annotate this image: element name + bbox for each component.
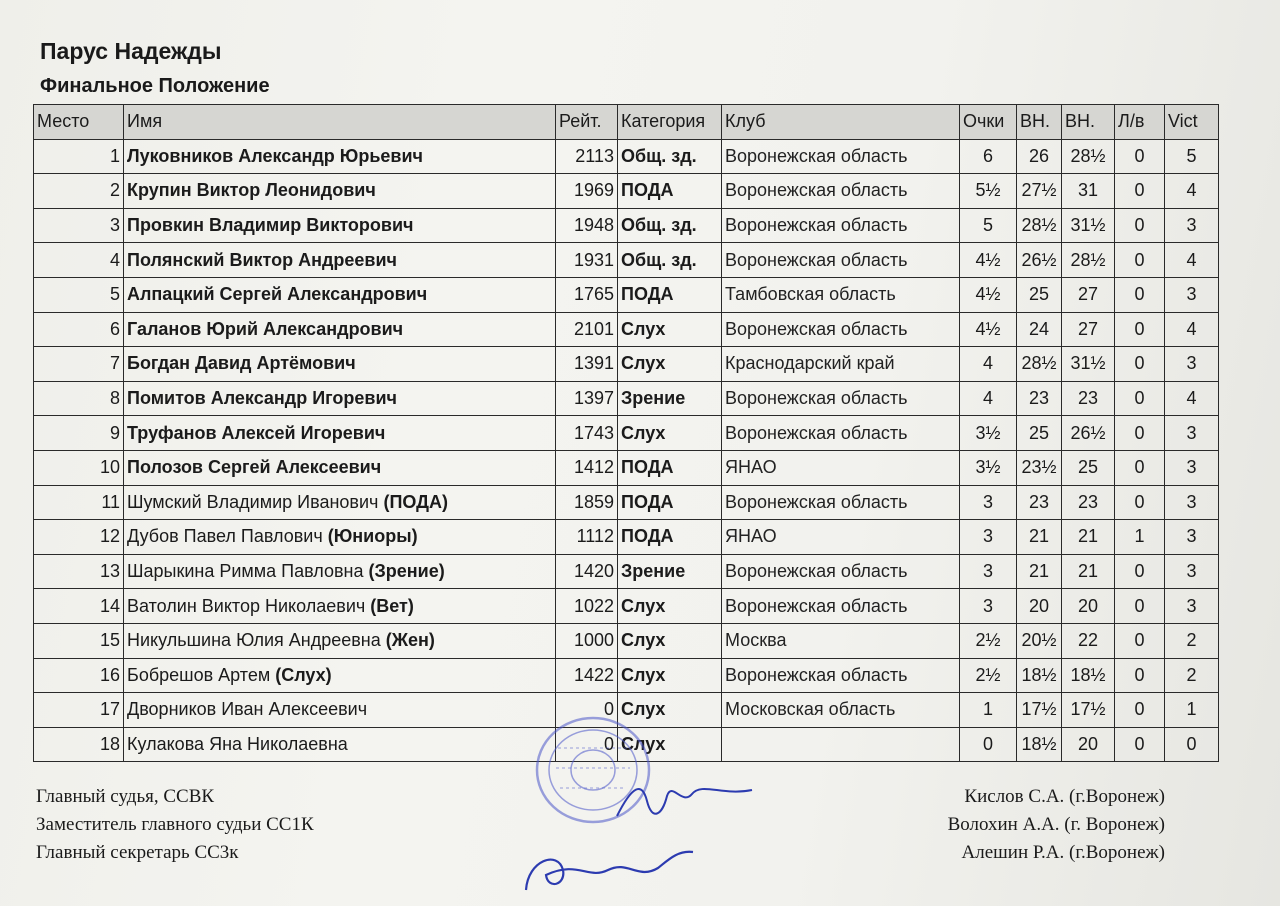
player-group-tag: (ПОДА) bbox=[383, 491, 448, 512]
club-cell: Воронежская область bbox=[722, 416, 960, 451]
club-cell: Воронежская область bbox=[722, 139, 960, 174]
lv-cell: 0 bbox=[1115, 693, 1165, 728]
col-header-place: Место bbox=[34, 105, 124, 140]
club-cell: Воронежская область bbox=[722, 174, 960, 209]
lv-cell: 0 bbox=[1115, 174, 1165, 209]
table-row bbox=[34, 485, 1219, 520]
points-cell: 4 bbox=[960, 381, 1017, 416]
col-header-club: Клуб bbox=[722, 105, 960, 140]
player-name: Полянский Виктор Андреевич bbox=[127, 249, 397, 270]
club-cell: Воронежская область bbox=[722, 312, 960, 347]
place-cell: 4 bbox=[34, 243, 124, 278]
points-cell: 4 bbox=[960, 347, 1017, 382]
col-header-rating: Рейт. bbox=[556, 105, 618, 140]
name-cell bbox=[124, 450, 556, 485]
points-cell: 1 bbox=[960, 693, 1017, 728]
lv-cell: 0 bbox=[1115, 554, 1165, 589]
player-name: Кулакова Яна Николаевна bbox=[127, 733, 348, 754]
official-name: Алешин Р.А. (г.Воронеж) bbox=[961, 842, 1165, 863]
standings-body bbox=[34, 139, 1219, 762]
name-cell bbox=[124, 139, 556, 174]
vict-cell: 3 bbox=[1165, 520, 1219, 555]
place-cell: 5 bbox=[34, 277, 124, 312]
place-cell: 11 bbox=[34, 485, 124, 520]
place-cell: 10 bbox=[34, 450, 124, 485]
buchholz-2-cell: 23 bbox=[1062, 381, 1115, 416]
buchholz-2-cell: 31½ bbox=[1062, 347, 1115, 382]
category-cell: Общ. зд. bbox=[618, 139, 722, 174]
player-name: Ватолин Виктор Николаевич bbox=[127, 595, 366, 616]
rating-cell: 1391 bbox=[556, 347, 618, 382]
name-cell bbox=[124, 485, 556, 520]
buchholz-1-cell: 28½ bbox=[1017, 208, 1062, 243]
player-name: Шарыкина Римма Павловна bbox=[127, 561, 364, 582]
buchholz-2-cell: 21 bbox=[1062, 520, 1115, 555]
points-cell: 4½ bbox=[960, 277, 1017, 312]
col-header-points: Очки bbox=[960, 105, 1017, 140]
table-row bbox=[34, 623, 1219, 658]
col-header-name: Имя bbox=[124, 105, 556, 140]
points-cell: 3 bbox=[960, 589, 1017, 624]
club-cell: Тамбовская область bbox=[722, 277, 960, 312]
buchholz-2-cell: 25 bbox=[1062, 450, 1115, 485]
club-cell bbox=[722, 727, 960, 762]
name-cell bbox=[124, 658, 556, 693]
table-row bbox=[34, 381, 1219, 416]
buchholz-2-cell: 20 bbox=[1062, 727, 1115, 762]
vict-cell: 3 bbox=[1165, 485, 1219, 520]
buchholz-2-cell: 26½ bbox=[1062, 416, 1115, 451]
rating-cell: 1000 bbox=[556, 623, 618, 658]
table-row bbox=[34, 450, 1219, 485]
buchholz-1-cell: 21 bbox=[1017, 520, 1062, 555]
rating-cell: 1948 bbox=[556, 208, 618, 243]
place-cell: 8 bbox=[34, 381, 124, 416]
place-cell: 13 bbox=[34, 554, 124, 589]
player-name: Помитов Александр Игоревич bbox=[127, 388, 398, 409]
vict-cell: 5 bbox=[1165, 139, 1219, 174]
lv-cell: 0 bbox=[1115, 347, 1165, 382]
lv-cell: 0 bbox=[1115, 485, 1165, 520]
category-cell: Слух bbox=[618, 589, 722, 624]
table-row bbox=[34, 174, 1219, 209]
buchholz-1-cell: 28½ bbox=[1017, 347, 1062, 382]
official-name: Кислов С.А. (г.Воронеж) bbox=[964, 786, 1165, 807]
club-cell: Воронежская область bbox=[722, 243, 960, 278]
category-cell: ПОДА bbox=[618, 174, 722, 209]
player-group-tag: (Жен) bbox=[385, 630, 435, 651]
rating-cell: 1969 bbox=[556, 174, 618, 209]
place-cell: 2 bbox=[34, 174, 124, 209]
lv-cell: 0 bbox=[1115, 277, 1165, 312]
place-cell: 17 bbox=[34, 693, 124, 728]
buchholz-1-cell: 24 bbox=[1017, 312, 1062, 347]
place-cell: 12 bbox=[34, 520, 124, 555]
vict-cell: 4 bbox=[1165, 174, 1219, 209]
rating-cell: 1420 bbox=[556, 554, 618, 589]
signature-icon bbox=[518, 840, 708, 900]
buchholz-1-cell: 20½ bbox=[1017, 623, 1062, 658]
document-subtitle: Финальное Положение bbox=[40, 75, 270, 97]
player-name: Полозов Сергей Алексеевич bbox=[127, 457, 382, 478]
buchholz-1-cell: 26 bbox=[1017, 139, 1062, 174]
table-row bbox=[34, 312, 1219, 347]
table-row bbox=[34, 243, 1219, 278]
name-cell bbox=[124, 554, 556, 589]
table-row bbox=[34, 277, 1219, 312]
player-name: Шумский Владимир Иванович bbox=[127, 491, 379, 512]
buchholz-2-cell: 20 bbox=[1062, 589, 1115, 624]
vict-cell: 1 bbox=[1165, 693, 1219, 728]
standings-table bbox=[33, 104, 1219, 762]
name-cell bbox=[124, 623, 556, 658]
col-header-vict: Vict bbox=[1165, 105, 1219, 140]
points-cell: 2½ bbox=[960, 658, 1017, 693]
rating-cell: 1397 bbox=[556, 381, 618, 416]
club-cell: Воронежская область bbox=[722, 658, 960, 693]
category-cell: Слух bbox=[618, 312, 722, 347]
buchholz-2-cell: 21 bbox=[1062, 554, 1115, 589]
category-cell: ПОДА bbox=[618, 520, 722, 555]
player-name: Дворников Иван Алексеевич bbox=[127, 699, 368, 720]
category-cell: Слух bbox=[618, 727, 722, 762]
player-name: Никульшина Юлия Андреевна bbox=[127, 630, 381, 651]
points-cell: 2½ bbox=[960, 623, 1017, 658]
official-role: Главный судья, ССВК bbox=[36, 786, 215, 807]
vict-cell: 2 bbox=[1165, 658, 1219, 693]
rating-cell: 0 bbox=[556, 693, 618, 728]
player-name: Бобрешов Артем bbox=[127, 664, 271, 685]
category-cell: Слух bbox=[618, 693, 722, 728]
buchholz-2-cell: 17½ bbox=[1062, 693, 1115, 728]
name-cell bbox=[124, 416, 556, 451]
buchholz-1-cell: 17½ bbox=[1017, 693, 1062, 728]
player-group-tag: (Юниоры) bbox=[327, 526, 418, 547]
player-group-tag: (Слух) bbox=[275, 664, 332, 685]
rating-cell: 1859 bbox=[556, 485, 618, 520]
club-cell: Воронежская область bbox=[722, 208, 960, 243]
buchholz-2-cell: 31½ bbox=[1062, 208, 1115, 243]
name-cell bbox=[124, 243, 556, 278]
vict-cell: 4 bbox=[1165, 243, 1219, 278]
place-cell: 3 bbox=[34, 208, 124, 243]
category-cell: ПОДА bbox=[618, 277, 722, 312]
rating-cell: 1931 bbox=[556, 243, 618, 278]
lv-cell: 0 bbox=[1115, 381, 1165, 416]
col-header-buchholz-1: ВН. bbox=[1017, 105, 1062, 140]
player-name: Галанов Юрий Александрович bbox=[127, 318, 404, 339]
buchholz-2-cell: 23 bbox=[1062, 485, 1115, 520]
player-name: Дубов Павел Павлович bbox=[127, 526, 323, 547]
category-cell: Слух bbox=[618, 658, 722, 693]
player-name: Алпацкий Сергей Александрович bbox=[127, 284, 428, 305]
category-cell: Слух bbox=[618, 416, 722, 451]
category-cell: Зрение bbox=[618, 381, 722, 416]
category-cell: Слух bbox=[618, 623, 722, 658]
name-cell bbox=[124, 727, 556, 762]
category-cell: ПОДА bbox=[618, 485, 722, 520]
player-name: Луковников Александр Юрьевич bbox=[127, 145, 423, 166]
place-cell: 18 bbox=[34, 727, 124, 762]
buchholz-2-cell: 28½ bbox=[1062, 139, 1115, 174]
club-cell: ЯНАО bbox=[722, 450, 960, 485]
buchholz-2-cell: 18½ bbox=[1062, 658, 1115, 693]
vict-cell: 4 bbox=[1165, 381, 1219, 416]
table-row bbox=[34, 139, 1219, 174]
rating-cell: 1765 bbox=[556, 277, 618, 312]
buchholz-1-cell: 23½ bbox=[1017, 450, 1062, 485]
name-cell bbox=[124, 589, 556, 624]
official-role: Главный секретарь СС3к bbox=[36, 842, 239, 863]
lv-cell: 0 bbox=[1115, 243, 1165, 278]
lv-cell: 0 bbox=[1115, 450, 1165, 485]
place-cell: 14 bbox=[34, 589, 124, 624]
table-row bbox=[34, 520, 1219, 555]
category-cell: Слух bbox=[618, 347, 722, 382]
lv-cell: 0 bbox=[1115, 312, 1165, 347]
document-title: Парус Надежды bbox=[40, 38, 222, 64]
rating-cell: 1743 bbox=[556, 416, 618, 451]
rating-cell: 2101 bbox=[556, 312, 618, 347]
buchholz-1-cell: 26½ bbox=[1017, 243, 1062, 278]
category-cell: Общ. зд. bbox=[618, 208, 722, 243]
buchholz-1-cell: 27½ bbox=[1017, 174, 1062, 209]
vict-cell: 4 bbox=[1165, 312, 1219, 347]
name-cell bbox=[124, 174, 556, 209]
points-cell: 3 bbox=[960, 520, 1017, 555]
table-row bbox=[34, 416, 1219, 451]
table-row bbox=[34, 658, 1219, 693]
buchholz-1-cell: 23 bbox=[1017, 485, 1062, 520]
col-header-lv: Л/в bbox=[1115, 105, 1165, 140]
player-name: Труфанов Алексей Игоревич bbox=[127, 422, 386, 443]
lv-cell: 0 bbox=[1115, 623, 1165, 658]
player-group-tag: (Вет) bbox=[370, 595, 414, 616]
name-cell bbox=[124, 520, 556, 555]
vict-cell: 3 bbox=[1165, 208, 1219, 243]
table-row bbox=[34, 589, 1219, 624]
buchholz-2-cell: 28½ bbox=[1062, 243, 1115, 278]
lv-cell: 0 bbox=[1115, 208, 1165, 243]
rating-cell: 1022 bbox=[556, 589, 618, 624]
points-cell: 3½ bbox=[960, 450, 1017, 485]
club-cell: Воронежская область bbox=[722, 554, 960, 589]
club-cell: Московская область bbox=[722, 693, 960, 728]
official-role: Заместитель главного судьи СС1К bbox=[36, 814, 314, 835]
official-name: Волохин А.А. (г. Воронеж) bbox=[947, 814, 1165, 835]
table-row bbox=[34, 554, 1219, 589]
buchholz-1-cell: 18½ bbox=[1017, 658, 1062, 693]
points-cell: 5½ bbox=[960, 174, 1017, 209]
lv-cell: 0 bbox=[1115, 139, 1165, 174]
vict-cell: 0 bbox=[1165, 727, 1219, 762]
buchholz-1-cell: 18½ bbox=[1017, 727, 1062, 762]
club-cell: ЯНАО bbox=[722, 520, 960, 555]
vict-cell: 2 bbox=[1165, 623, 1219, 658]
buchholz-1-cell: 23 bbox=[1017, 381, 1062, 416]
table-row bbox=[34, 208, 1219, 243]
rating-cell: 1422 bbox=[556, 658, 618, 693]
signature-icon bbox=[612, 776, 762, 826]
points-cell: 5 bbox=[960, 208, 1017, 243]
place-cell: 16 bbox=[34, 658, 124, 693]
place-cell: 6 bbox=[34, 312, 124, 347]
player-group-tag: (Зрение) bbox=[368, 561, 445, 582]
rating-cell: 1412 bbox=[556, 450, 618, 485]
buchholz-1-cell: 20 bbox=[1017, 589, 1062, 624]
name-cell bbox=[124, 693, 556, 728]
points-cell: 4½ bbox=[960, 312, 1017, 347]
buchholz-2-cell: 31 bbox=[1062, 174, 1115, 209]
name-cell bbox=[124, 312, 556, 347]
place-cell: 9 bbox=[34, 416, 124, 451]
vict-cell: 3 bbox=[1165, 554, 1219, 589]
buchholz-2-cell: 27 bbox=[1062, 277, 1115, 312]
buchholz-2-cell: 27 bbox=[1062, 312, 1115, 347]
rating-cell: 2113 bbox=[556, 139, 618, 174]
place-cell: 7 bbox=[34, 347, 124, 382]
vict-cell: 3 bbox=[1165, 589, 1219, 624]
player-name: Провкин Владимир Викторович bbox=[127, 215, 414, 236]
club-cell: Воронежская область bbox=[722, 381, 960, 416]
buchholz-1-cell: 21 bbox=[1017, 554, 1062, 589]
buchholz-2-cell: 22 bbox=[1062, 623, 1115, 658]
club-cell: Воронежская область bbox=[722, 485, 960, 520]
points-cell: 3 bbox=[960, 554, 1017, 589]
name-cell bbox=[124, 208, 556, 243]
vict-cell: 3 bbox=[1165, 347, 1219, 382]
table-header-row bbox=[34, 105, 1219, 140]
points-cell: 0 bbox=[960, 727, 1017, 762]
rating-cell: 1112 bbox=[556, 520, 618, 555]
club-cell: Москва bbox=[722, 623, 960, 658]
player-name: Крупин Виктор Леонидович bbox=[127, 180, 376, 201]
lv-cell: 0 bbox=[1115, 589, 1165, 624]
place-cell: 1 bbox=[34, 139, 124, 174]
club-cell: Воронежская область bbox=[722, 589, 960, 624]
points-cell: 4½ bbox=[960, 243, 1017, 278]
col-header-category: Категория bbox=[618, 105, 722, 140]
place-cell: 15 bbox=[34, 623, 124, 658]
name-cell bbox=[124, 381, 556, 416]
lv-cell: 0 bbox=[1115, 416, 1165, 451]
player-name: Богдан Давид Артёмович bbox=[127, 353, 356, 374]
vict-cell: 3 bbox=[1165, 277, 1219, 312]
category-cell: Общ. зд. bbox=[618, 243, 722, 278]
buchholz-1-cell: 25 bbox=[1017, 277, 1062, 312]
category-cell: Зрение bbox=[618, 554, 722, 589]
col-header-buchholz-2: ВН. bbox=[1062, 105, 1115, 140]
rating-cell: 0 bbox=[556, 727, 618, 762]
points-cell: 3½ bbox=[960, 416, 1017, 451]
points-cell: 6 bbox=[960, 139, 1017, 174]
club-cell: Краснодарский край bbox=[722, 347, 960, 382]
points-cell: 3 bbox=[960, 485, 1017, 520]
vict-cell: 3 bbox=[1165, 416, 1219, 451]
lv-cell: 0 bbox=[1115, 727, 1165, 762]
table-row bbox=[34, 347, 1219, 382]
lv-cell: 0 bbox=[1115, 658, 1165, 693]
buchholz-1-cell: 25 bbox=[1017, 416, 1062, 451]
name-cell bbox=[124, 277, 556, 312]
category-cell: ПОДА bbox=[618, 450, 722, 485]
name-cell bbox=[124, 347, 556, 382]
lv-cell: 1 bbox=[1115, 520, 1165, 555]
vict-cell: 3 bbox=[1165, 450, 1219, 485]
